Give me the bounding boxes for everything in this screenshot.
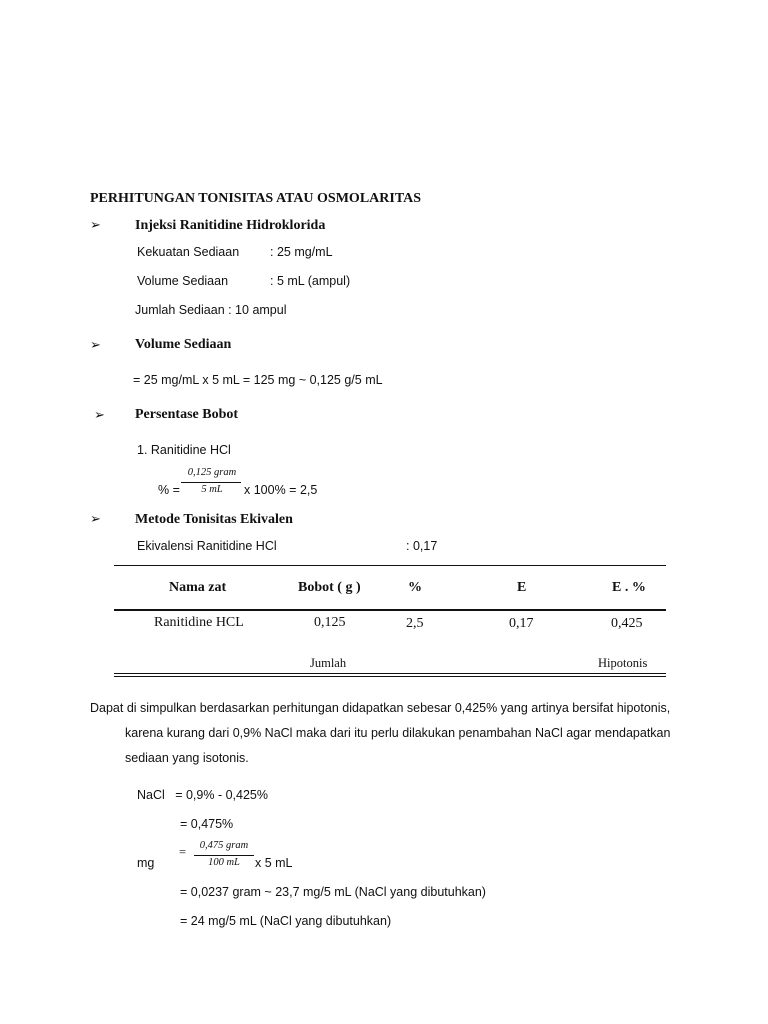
fraction-line: [194, 855, 254, 856]
table-header-rule: [114, 609, 666, 611]
volume-formula: = 25 mg/mL x 5 mL = 125 mg ~ 0,125 g/5 mL: [133, 373, 383, 387]
fraction-denominator: 5 mL: [201, 484, 223, 495]
conclusion-line-2: karena kurang dari 0,9% NaCl maka dari itu perlu dilakukan penambahan NaCl agar mendapatkan: [125, 726, 671, 740]
table-bottom-rule-1: [114, 673, 666, 674]
section-heading-persentase: Persentase Bobot: [135, 407, 239, 422]
table-top-rule: [114, 565, 666, 566]
fraction-numerator: 0,475 gram: [199, 840, 249, 851]
volume-value: : 5 mL (ampul): [270, 274, 351, 288]
volume-label: Volume Sediaan: [137, 274, 229, 288]
table-footer-label: Jumlah: [310, 656, 347, 670]
bullet-arrow-icon: ➢: [94, 407, 105, 422]
table-cell-e: 0,17: [509, 616, 534, 631]
bullet-arrow-icon: ➢: [90, 511, 101, 526]
table-header-e: E: [517, 580, 527, 595]
table-cell-e-percent: 0,425: [611, 616, 643, 631]
table-cell-percent: 2,5: [406, 616, 424, 631]
nacl-line-1: NaCl = 0,9% - 0,425%: [137, 788, 268, 802]
section-heading-volume: Volume Sediaan: [135, 337, 232, 352]
nacl-line-4: = 0,0237 gram ~ 23,7 mg/5 mL (NaCl yang dibutuhkan): [180, 885, 486, 899]
mg-label: mg: [137, 856, 155, 870]
bullet-arrow-icon: ➢: [90, 337, 101, 352]
equals-sign: =: [179, 845, 187, 859]
conclusion-line-3: sediaan yang isotonis.: [125, 751, 249, 765]
page-title: PERHITUNGAN TONISITAS ATAU OSMOLARITAS: [90, 191, 422, 206]
section-heading-metode: Metode Tonisitas Ekivalen: [135, 512, 293, 527]
item-ranitidine: 1. Ranitidine HCl: [137, 443, 231, 457]
table-bottom-rule-2: [114, 676, 666, 677]
percent-suffix: x 100% = 2,5: [244, 483, 318, 497]
table-header-percent: %: [408, 580, 422, 595]
table-cell-bobot: 0,125: [314, 615, 346, 630]
percent-prefix: % =: [158, 483, 180, 497]
bullet-arrow-icon: ➢: [90, 217, 101, 232]
nacl-line-2: = 0,475%: [180, 817, 234, 831]
kekuatan-label: Kekuatan Sediaan: [137, 245, 240, 259]
table-header-e-percent: E . %: [612, 580, 646, 595]
table-header-nama: Nama zat: [169, 580, 227, 595]
table-header-bobot: Bobot ( g ): [298, 580, 361, 595]
fraction-line: [181, 482, 241, 483]
mg-suffix: x 5 mL: [255, 856, 293, 870]
jumlah-sediaan: Jumlah Sediaan : 10 ampul: [135, 303, 287, 317]
fraction-denominator: 100 mL: [208, 857, 240, 868]
kekuatan-value: : 25 mg/mL: [270, 245, 333, 259]
fraction-numerator: 0,125 gram: [187, 467, 237, 478]
ekivalensi-value: : 0,17: [406, 539, 438, 553]
nacl-line-5: = 24 mg/5 mL (NaCl yang dibutuhkan): [180, 914, 392, 928]
table-footer-value: Hipotonis: [598, 656, 648, 670]
ekivalensi-label: Ekivalensi Ranitidine HCl: [137, 539, 277, 553]
table-cell-nama: Ranitidine HCL: [154, 615, 244, 630]
conclusion-line-1: Dapat di simpulkan berdasarkan perhitungan didapatkan sebesar 0,425% yang artinya bersifat hipotonis,: [90, 701, 671, 715]
section-heading-injeksi: Injeksi Ranitidine Hidroklorida: [135, 218, 326, 233]
